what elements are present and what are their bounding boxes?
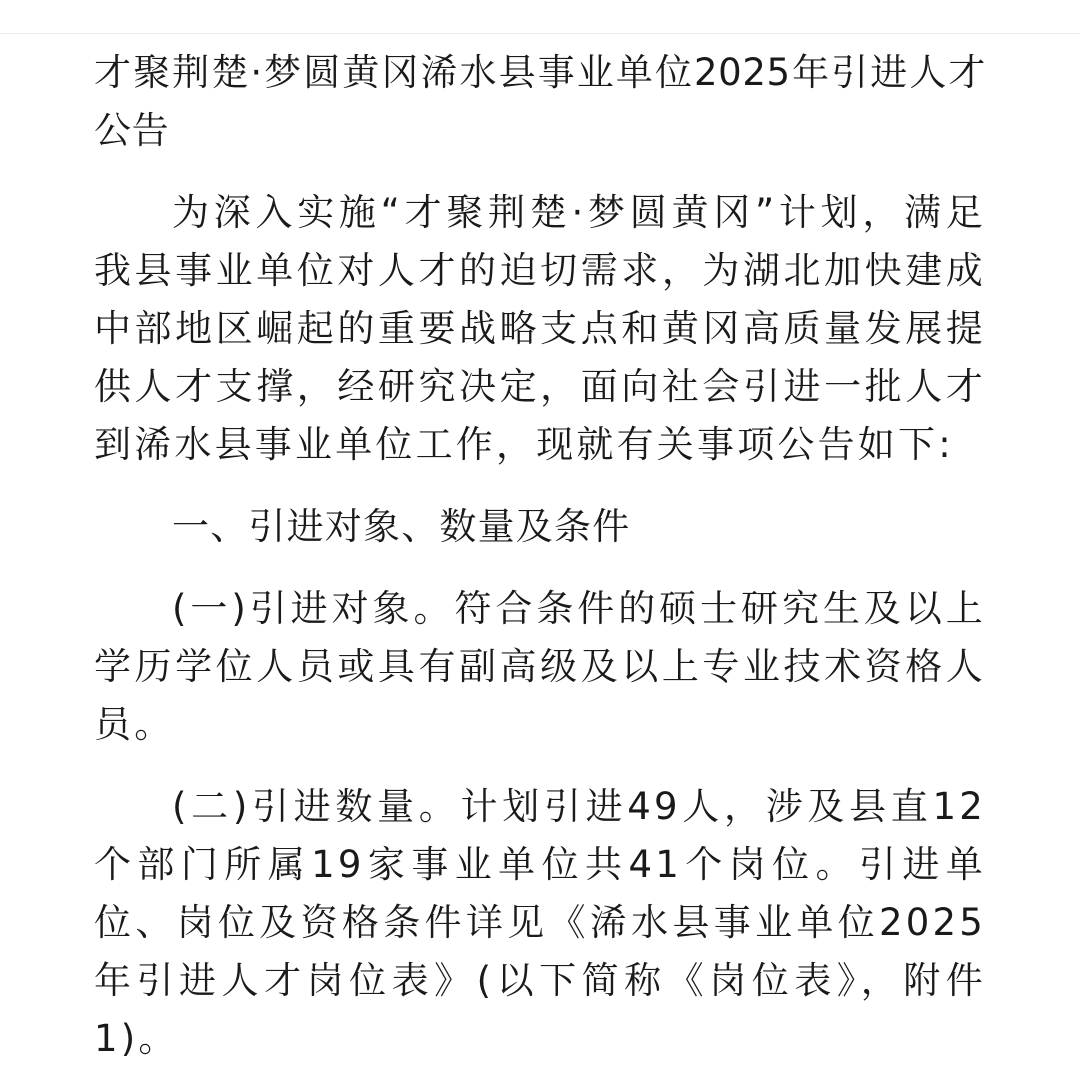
- section-heading: 一、引进对象、数量及条件: [172, 505, 631, 548]
- article-title: 才聚荆楚·梦圆黄冈浠水县事业单位2025年引进人才公告: [94, 51, 986, 152]
- subsection-paragraph-target: (一)引进对象。符合条件的硕士研究生及以上学历学位人员或具有副高级及以上专业技术资格人员。: [94, 587, 986, 746]
- subsection-paragraph-quantity: (二)引进数量。计划引进49人，涉及县直12个部门所属19家事业单位共41个岗位。引进单位、岗位及资格条件详见《浠水县事业单位2025年引进人才岗位表》(以下简称《岗位表》，附件1)。: [94, 785, 986, 1060]
- top-divider: [0, 33, 1080, 34]
- article-body: [94, 44, 986, 1092]
- intro-paragraph: 为深入实施“才聚荆楚·梦圆黄冈”计划，满足我县事业单位对人才的迫切需求，为湖北加快建成中部地区崛起的重要战略支点和黄冈高质量发展提供人才支撑，经研究决定，面向社会引进一批人才到浠水县事业单位工作，现就有关事项公告如下:: [94, 191, 986, 466]
